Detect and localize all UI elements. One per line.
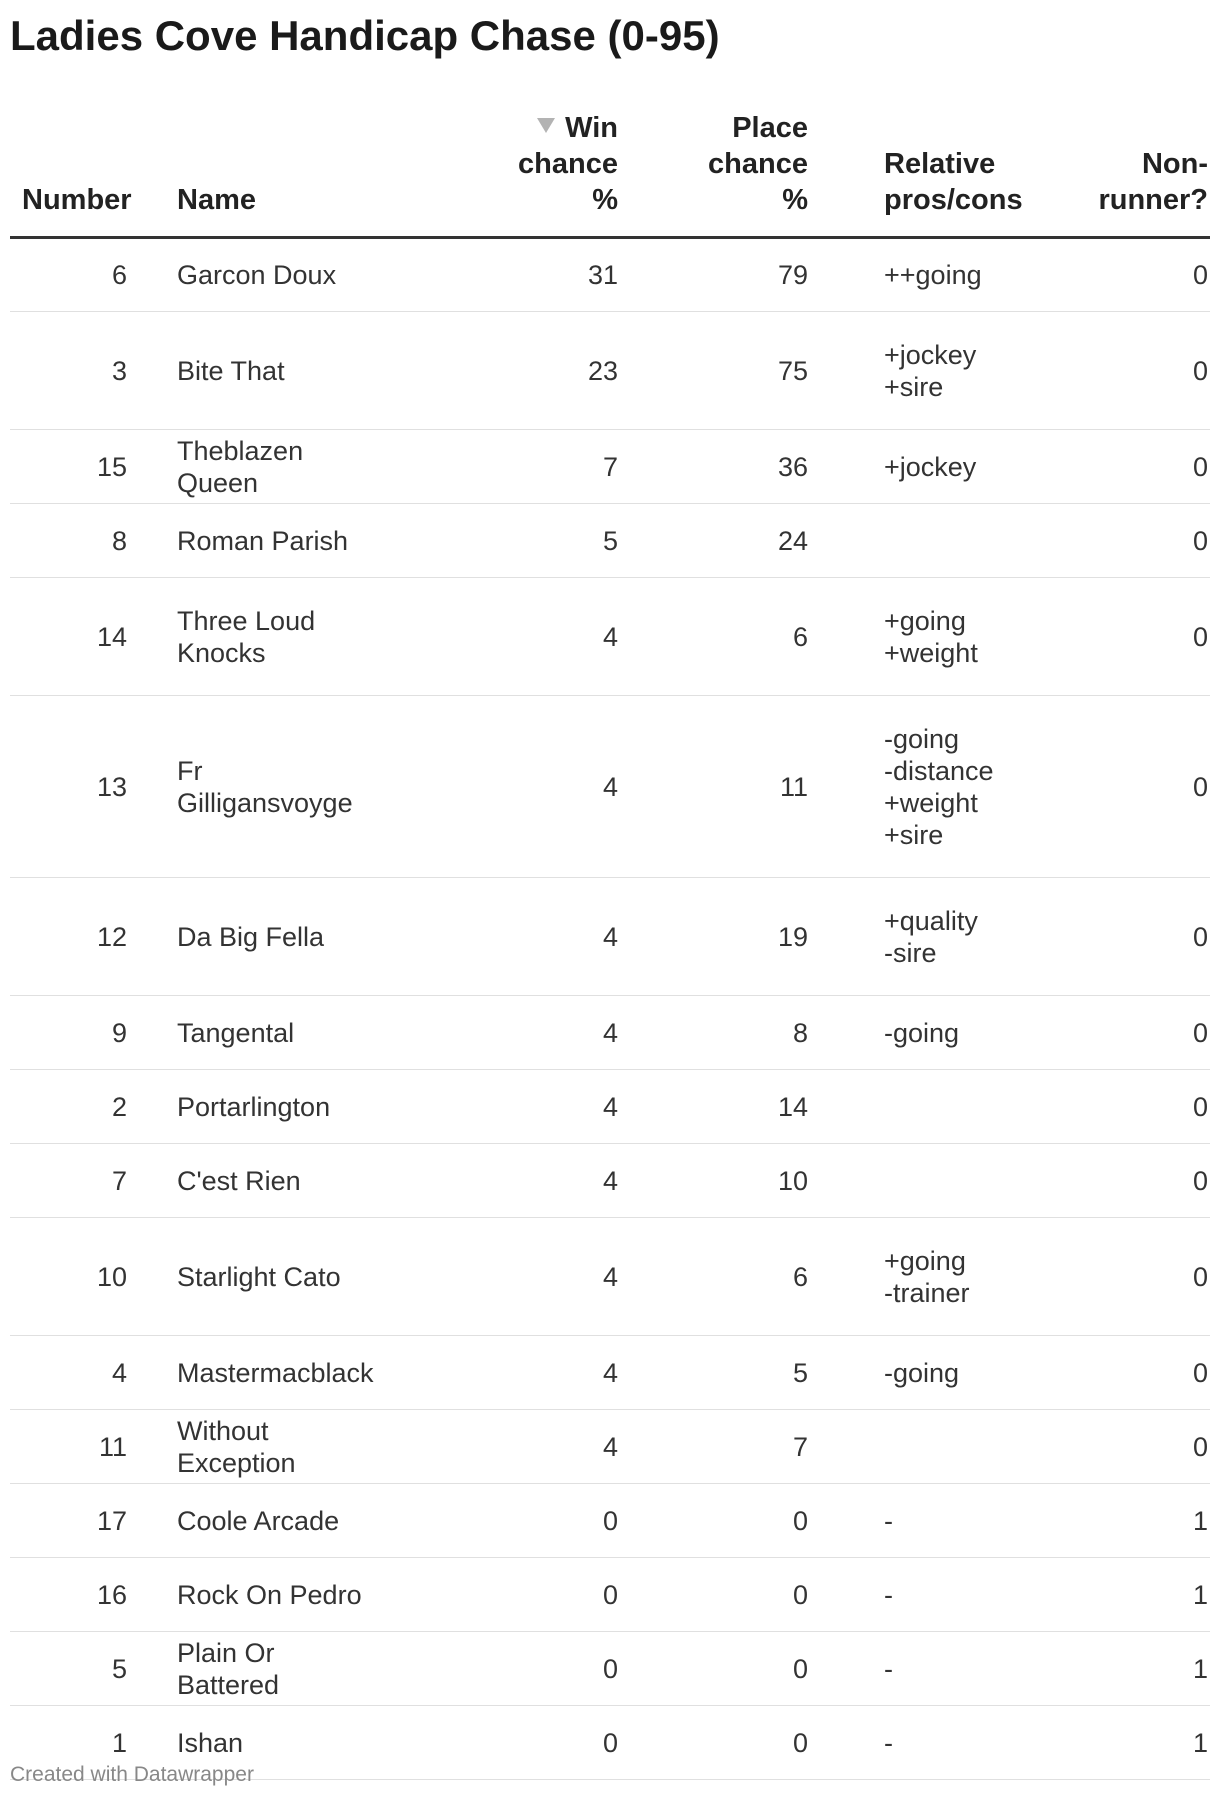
cell-place-chance: 0 xyxy=(630,1558,820,1632)
table-row xyxy=(10,996,1210,1070)
table-row xyxy=(10,238,1210,312)
pros-cons-item: -distance xyxy=(884,755,994,786)
cell-non-runner: 0 xyxy=(1060,1144,1210,1218)
pros-cons-item: -trainer xyxy=(884,1277,970,1308)
pros-cons-item: +jockey xyxy=(884,451,977,482)
cell-win-chance: 4 xyxy=(420,878,630,996)
cell-place-chance: 0 xyxy=(630,1484,820,1558)
header-pros-cons-line-2: pros/cons xyxy=(884,184,1023,216)
pros-cons-item: -sire xyxy=(884,937,937,968)
cell-place-chance: 24 xyxy=(630,504,820,578)
pros-cons-item: -going xyxy=(884,723,960,754)
cell-win-chance: 5 xyxy=(420,504,630,578)
cell-win-chance: 4 xyxy=(420,1410,630,1484)
cell-name: Roman Parish xyxy=(165,504,420,578)
cell-place-chance: 10 xyxy=(630,1144,820,1218)
cell-non-runner: 0 xyxy=(1060,504,1210,578)
pros-cons-item: +going xyxy=(884,605,966,636)
cell-non-runner: 1 xyxy=(1060,1484,1210,1558)
table-row xyxy=(10,1410,1210,1484)
cell-place-chance: 6 xyxy=(630,578,820,696)
header-place-chance-line-2: chance xyxy=(708,148,808,180)
cell-pros-cons xyxy=(820,996,1060,1070)
cell-non-runner: 1 xyxy=(1060,1632,1210,1706)
cell-non-runner: 0 xyxy=(1060,312,1210,430)
cell-number: 9 xyxy=(10,996,165,1070)
datawrapper-credit: Created with Datawrapper xyxy=(10,1763,254,1786)
cell-place-chance: 0 xyxy=(630,1706,820,1780)
pros-cons-item: - xyxy=(884,1505,893,1536)
cell-place-chance: 6 xyxy=(630,1218,820,1336)
pros-cons-item: - xyxy=(884,1579,893,1610)
cell-name: Three Loud Knocks xyxy=(165,578,420,696)
cell-number: 7 xyxy=(10,1144,165,1218)
header-row xyxy=(10,110,1210,238)
cell-name: Fr Gilligansvoyge xyxy=(165,696,420,878)
cell-win-chance: 4 xyxy=(420,1070,630,1144)
pros-cons-item: +sire xyxy=(884,819,944,850)
cell-number: 4 xyxy=(10,1336,165,1410)
cell-number: 13 xyxy=(10,696,165,878)
header-non-runner-line-2: runner? xyxy=(1098,184,1208,216)
cell-place-chance: 75 xyxy=(630,312,820,430)
table-row xyxy=(10,1632,1210,1706)
cell-win-chance: 4 xyxy=(420,1144,630,1218)
cell-win-chance: 31 xyxy=(420,238,630,312)
table-row xyxy=(10,696,1210,878)
cell-win-chance: 4 xyxy=(420,1336,630,1410)
cell-number: 11 xyxy=(10,1410,165,1484)
cell-number: 5 xyxy=(10,1632,165,1706)
cell-pros-cons xyxy=(820,504,1060,578)
cell-name: Bite That xyxy=(165,312,420,430)
cell-pros-cons xyxy=(820,1410,1060,1484)
cell-name: Without Exception xyxy=(165,1410,420,1484)
cell-pros-cons xyxy=(820,696,1060,878)
cell-non-runner: 0 xyxy=(1060,238,1210,312)
cell-win-chance: 0 xyxy=(420,1706,630,1780)
cell-name: Theblazen Queen xyxy=(165,430,420,504)
table-row xyxy=(10,1484,1210,1558)
cell-name: Ishan xyxy=(165,1706,420,1780)
cell-place-chance: 19 xyxy=(630,878,820,996)
cell-pros-cons xyxy=(820,312,1060,430)
cell-pros-cons xyxy=(820,238,1060,312)
cell-win-chance: 4 xyxy=(420,578,630,696)
pros-cons-item: - xyxy=(884,1653,893,1684)
cell-place-chance: 8 xyxy=(630,996,820,1070)
header-number[interactable]: Number xyxy=(10,110,165,238)
table-row xyxy=(10,1144,1210,1218)
cell-non-runner: 0 xyxy=(1060,1070,1210,1144)
cell-pros-cons xyxy=(820,1336,1060,1410)
cell-name: Garcon Doux xyxy=(165,238,420,312)
header-place-chance-line-1: Place xyxy=(732,112,808,144)
cell-non-runner: 0 xyxy=(1060,1218,1210,1336)
cell-non-runner: 1 xyxy=(1060,1558,1210,1632)
header-name[interactable]: Name xyxy=(165,110,420,238)
cell-place-chance: 11 xyxy=(630,696,820,878)
header-place-chance[interactable] xyxy=(630,110,820,238)
cell-pros-cons xyxy=(820,1558,1060,1632)
cell-non-runner: 0 xyxy=(1060,1336,1210,1410)
table-body xyxy=(10,238,1210,1780)
cell-win-chance: 4 xyxy=(420,1218,630,1336)
cell-win-chance: 0 xyxy=(420,1484,630,1558)
table-row xyxy=(10,1336,1210,1410)
cell-place-chance: 0 xyxy=(630,1632,820,1706)
cell-pros-cons xyxy=(820,1144,1060,1218)
pros-cons-item: -going xyxy=(884,1017,960,1048)
cell-name: Coole Arcade xyxy=(165,1484,420,1558)
cell-number: 14 xyxy=(10,578,165,696)
cell-number: 17 xyxy=(10,1484,165,1558)
header-win-chance-line-3: % xyxy=(592,184,618,216)
sort-descending-icon[interactable] xyxy=(537,118,555,133)
cell-win-chance: 23 xyxy=(420,312,630,430)
cell-win-chance: 4 xyxy=(420,996,630,1070)
header-non-runner-line-1: Non- xyxy=(1141,148,1208,180)
table-row xyxy=(10,312,1210,430)
cell-place-chance: 36 xyxy=(630,430,820,504)
pros-cons-item: +weight xyxy=(884,787,978,818)
cell-win-chance: 4 xyxy=(420,696,630,878)
cell-name: Rock On Pedro xyxy=(165,1558,420,1632)
table-row xyxy=(10,878,1210,996)
header-win-chance-line-2: chance xyxy=(518,148,618,180)
table-row xyxy=(10,578,1210,696)
cell-number: 6 xyxy=(10,238,165,312)
cell-number: 2 xyxy=(10,1070,165,1144)
cell-name: Tangental xyxy=(165,996,420,1070)
cell-pros-cons xyxy=(820,1484,1060,1558)
pros-cons-item: ++going xyxy=(884,260,982,290)
cell-name: Starlight Cato xyxy=(165,1218,420,1336)
cell-pros-cons xyxy=(820,1632,1060,1706)
cell-place-chance: 7 xyxy=(630,1410,820,1484)
cell-pros-cons xyxy=(820,578,1060,696)
cell-win-chance: 0 xyxy=(420,1558,630,1632)
cell-place-chance: 14 xyxy=(630,1070,820,1144)
cell-win-chance: 0 xyxy=(420,1632,630,1706)
cell-non-runner: 0 xyxy=(1060,578,1210,696)
header-win-chance[interactable] xyxy=(420,110,630,238)
race-table xyxy=(10,110,1210,1780)
cell-number: 10 xyxy=(10,1218,165,1336)
cell-name: Da Big Fella xyxy=(165,878,420,996)
cell-name: Plain Or Battered xyxy=(165,1632,420,1706)
table-row xyxy=(10,1558,1210,1632)
table-row xyxy=(10,430,1210,504)
chart-title: Ladies Cove Handicap Chase (0-95) xyxy=(10,12,720,59)
pros-cons-item: +quality xyxy=(884,905,978,936)
cell-name: Portarlington xyxy=(165,1070,420,1144)
cell-place-chance: 5 xyxy=(630,1336,820,1410)
cell-name: Mastermacblack xyxy=(165,1336,420,1410)
table-row xyxy=(10,1070,1210,1144)
cell-number: 15 xyxy=(10,430,165,504)
pros-cons-item: +sire xyxy=(884,371,944,402)
cell-number: 16 xyxy=(10,1558,165,1632)
cell-non-runner: 0 xyxy=(1060,996,1210,1070)
cell-pros-cons xyxy=(820,1070,1060,1144)
cell-number: 1 xyxy=(10,1706,165,1780)
cell-number: 3 xyxy=(10,312,165,430)
pros-cons-item: +weight xyxy=(884,637,978,668)
header-pros-cons[interactable] xyxy=(820,110,1060,238)
header-win-chance-line-1: Win xyxy=(565,112,618,144)
cell-win-chance: 7 xyxy=(420,430,630,504)
table-row xyxy=(10,504,1210,578)
pros-cons-item: +jockey xyxy=(884,339,977,370)
header-place-chance-line-3: % xyxy=(782,184,808,216)
cell-pros-cons xyxy=(820,1706,1060,1780)
cell-non-runner: 0 xyxy=(1060,696,1210,878)
header-non-runner[interactable] xyxy=(1060,110,1210,238)
cell-number: 12 xyxy=(10,878,165,996)
cell-place-chance: 79 xyxy=(630,238,820,312)
cell-name: C'est Rien xyxy=(165,1144,420,1218)
header-pros-cons-line-1: Relative xyxy=(884,148,996,180)
cell-non-runner: 0 xyxy=(1060,878,1210,996)
table-row xyxy=(10,1218,1210,1336)
cell-non-runner: 1 xyxy=(1060,1706,1210,1780)
pros-cons-item: - xyxy=(884,1727,893,1758)
cell-pros-cons xyxy=(820,1218,1060,1336)
pros-cons-item: +going xyxy=(884,1245,966,1276)
cell-number: 8 xyxy=(10,504,165,578)
cell-non-runner: 0 xyxy=(1060,1410,1210,1484)
pros-cons-item: -going xyxy=(884,1357,960,1388)
cell-pros-cons xyxy=(820,430,1060,504)
cell-non-runner: 0 xyxy=(1060,430,1210,504)
cell-pros-cons xyxy=(820,878,1060,996)
